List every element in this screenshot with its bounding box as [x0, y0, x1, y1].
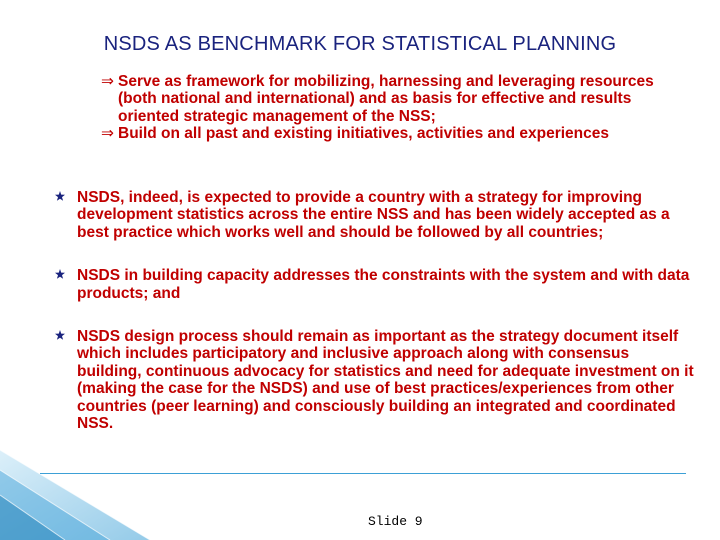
arrow-item [101, 73, 681, 125]
bullet-item [55, 267, 695, 302]
corner-decoration [0, 440, 170, 540]
implies-arrow-icon: ⇒ [101, 124, 114, 142]
bullet-text: NSDS, indeed, is expected to provide a country with a strategy for improving development statistics across the entire NSS and has been widely accepted as a best practice which works well and should be followed by all countries; [77, 189, 670, 241]
slide-title: NSDS AS BENCHMARK FOR STATISTICAL PLANNING [103, 33, 617, 55]
star-icon [55, 330, 65, 340]
arrow-item-text: Build on all past and existing initiatives, activities and experiences [118, 124, 609, 142]
arrow-item [101, 125, 681, 142]
bullet-item [55, 189, 695, 241]
bullet-text: NSDS in building capacity addresses the constraints with the system and with data products; and [77, 267, 690, 302]
star-icon [55, 191, 65, 201]
bullet-list [55, 189, 695, 432]
star-icon [55, 269, 65, 279]
implies-arrow-icon: ⇒ [101, 73, 114, 90]
arrow-list [101, 73, 681, 142]
arrow-item-text: Serve as framework for mobilizing, harnessing and leveraging resources (both national and international) and as basis for effective and results oriented strategic management of the NSS; [118, 73, 654, 125]
slide-number: Slide 9 [368, 514, 423, 529]
bullet-text: NSDS design process should remain as important as the strategy document itself which includes participatory and inclusive approach along with consensus building, continuous advocacy for statistics and need for adequate investment on it (making the case for the NSDS) and use of best practices/experiences from other countries (peer learning) and consciously building an integrated and coordinated NSS. [77, 328, 694, 433]
footer-divider [40, 473, 686, 474]
bullet-item [55, 328, 695, 432]
